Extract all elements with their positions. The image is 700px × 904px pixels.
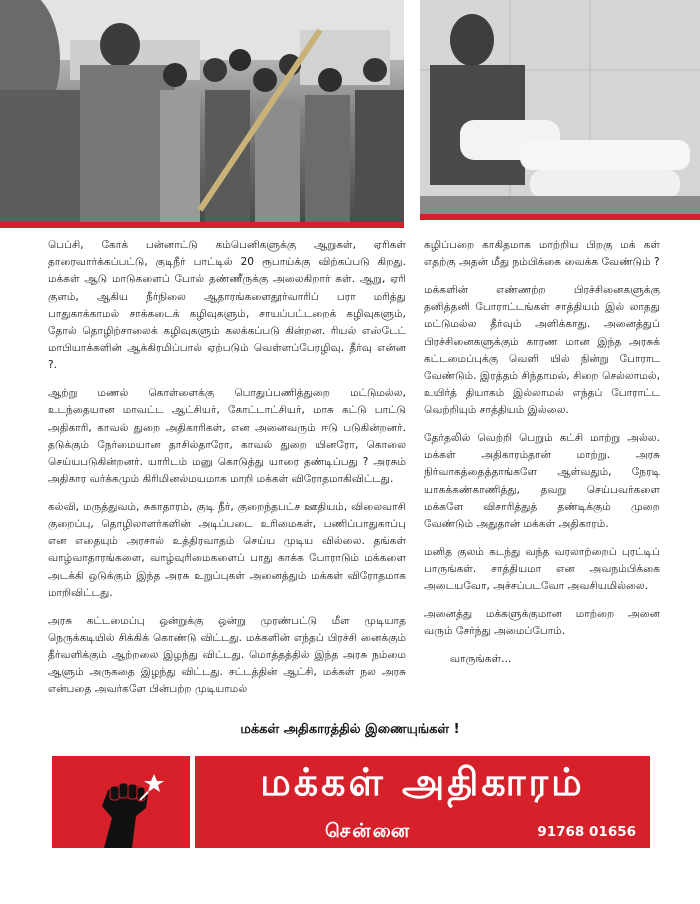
paragraph: பெப்சி, கோக் பன்னாட்டு கம்பெனிகளுக்கு ஆறுகள், ஏரிகள் தாரைவார்க்கப்பட்டு, குடிநீர் பாட்டில் 20 ரூபாய்க்கு விற்கப்படு கிறது. மக்கள் ஆடு மாடுகளைப் போல் தண்ணீருக்கு அலைகிறார் கள். ஆறு, ஏரி குளம், ஆகிய நீர்நிலை ஆதாரங்களைதூர்வாரிப் பரா மரித்து பாதுகாக்காமல் சாக்கடைக் கழிவுகளும், சாயப்பட்டறைக் கழிவுகளும், தோல் தொழிற்சாலைக் கழிவுகளும் கலக்கப்படு கின்றன. ரியல் எஸ்டேட் மாபியாக்களின் ஆக்கிரமிப்பால் ஏற்படும் வெள்ளப்பேரழிவு. தீர்வு என்ன ?. bbox=[48, 239, 406, 372]
protest-photo bbox=[0, 0, 404, 222]
organization-banner bbox=[52, 756, 650, 848]
paragraph: கல்வி, மருத்துவம், சுகாதாரம், குடி நீர், குறைந்தபட்ச ஊதியம், விலைவாசி குறைப்பு, தொழிலாளர்களின் அடிப்படை உரிமைகள், பணிப்பாதுகாப்பு என எதையும் அரசால் உத்திரவாதம் செய்ய முடிய வில்லை. தங்கள் வாழ்வாதாரங்களை, வாழ்வுரிமைகளைப் பாது காக்க போராடும் மக்களை அடக்கி ஒடுக்கும் இந்த அரசு உறுப்புகள் அனைத்தும் மக்கள் விரோதமாக மாறிவிட்டது. bbox=[48, 500, 406, 599]
photo-underline-left bbox=[0, 222, 404, 228]
title-box bbox=[195, 756, 650, 848]
closing-call: வாருங்கள்... bbox=[450, 652, 512, 665]
paragraph: தேர்தலில் வெற்றி பெறும் கட்சி மாற்று அல்ல. மக்கள் அதிகாரம்தான் மாற்று. அரசு நிர்வாகத்தைத்தாங்களே ஆள்வதும், நேரடி யாகக்கண்காணித்து, தவறு செய்பவர்களை மக்களே விசாரித்துத் தண்டிக்கும் முறை வேண்டும் அதுதான் மக்கள் அதிகாரம். bbox=[424, 432, 660, 531]
slogan-heading: மக்கள் அதிகாரத்தில் இணையுங்கள் ! bbox=[240, 722, 460, 737]
paragraph: அனைத்து மக்களுக்குமான மாற்றை அனை வரும் சேர்ந்து அமைப்போம். bbox=[424, 607, 660, 638]
raised-fist-icon bbox=[52, 756, 190, 848]
logo-box bbox=[52, 756, 190, 848]
injured-man-illustration bbox=[420, 0, 700, 214]
left-article-column bbox=[48, 237, 406, 709]
photo-underline-right bbox=[420, 214, 700, 220]
injured-man-photo bbox=[420, 0, 700, 214]
organization-city: சென்னை bbox=[325, 820, 412, 842]
paragraph: மக்களின் எண்ணற்ற பிரச்சினைகளுக்கு தனித்தனி போராட்டங்கள் சாத்தியம் இல் லாதது மட்டுமல்ல தீர்வும் அளிக்காது. அனைத்துப் பிரச்சினைகளுக்கும் காரண மான இந்த அரசுக் கட்டமைப்புக்கு வெளி யில் நின்று போராட வேண்டும். இரத்தம் சிந்தாமல், சிறை செல்லாமல், உயிர்த் தியாகம் இல்லாமல் எந்தப் போராட்ட வெற்றியும் சாத்தியம் இல்லை. bbox=[424, 283, 660, 417]
paragraph: ஆற்று மணல் கொள்ளைக்கு பொதுப்பணித்துறை மட்டுமல்ல, உடந்தையான மாவட்ட ஆட்சியர், கோட்டாட்சியர், மாசு கட்டு பாட்டு அதிகாரி, காவல் துறை அதிகாரிகள், என அனைவரும் ஈடு படுகின்றனர். தடுக்கும் நேர்மையான தாசில்தாரோ, காவல் துறை யினரோ, கொலை செய்யபடுகின்றனர். யாரிடம் மனு கொடுத்து யாரை தண்டிப்பது ? அரசும் அதிகார வர்க்கமும் கிரிமினல்மயமாக மாறி மக்கள் விரோதமாகிவிட்டது. bbox=[48, 387, 406, 486]
right-article-column bbox=[424, 237, 660, 678]
paragraph: அரசு கட்டமைப்பு ஒன்றுக்கு ஒன்று முரண்பட்டு மீள முடியாத நெருக்கடியில் சிக்கிக் கொண்டு விட்டது. மக்களின் எந்தப் பிரச்சி னைக்கும் தீர்வளிக்கும் ஆற்றலை இழந்து விட்டது. மொத்தத்தில் இந்த அரசு நம்மை ஆளும் அருகதை இழந்து விட்டது. சட்டத்தின் ஆட்சி, மக்கள் நல அரசு என்பதை அவர்களே பின்பற்ற முடியாமல் bbox=[48, 614, 406, 696]
paragraph: கழிப்பறை காகிதமாக மாற்றிய பிறகு மக் கள் எதற்கு அதன் மீது நம்பிக்கை வைக்க வேண்டும் ? bbox=[424, 239, 660, 269]
organization-name: மக்கள் அதிகாரம் bbox=[260, 760, 585, 804]
paragraph: மனித குலம் கடந்து வந்த வரலாற்றைப் புரட்டிப் பாருங்கள். சாத்தியமா என அவநம்பிக்கை அடையவோ, அச்சப்படவோ அவசியமில்லை. bbox=[424, 545, 660, 593]
contact-phone: 91768 01656 bbox=[537, 824, 636, 840]
protest-scene-illustration bbox=[0, 0, 404, 222]
